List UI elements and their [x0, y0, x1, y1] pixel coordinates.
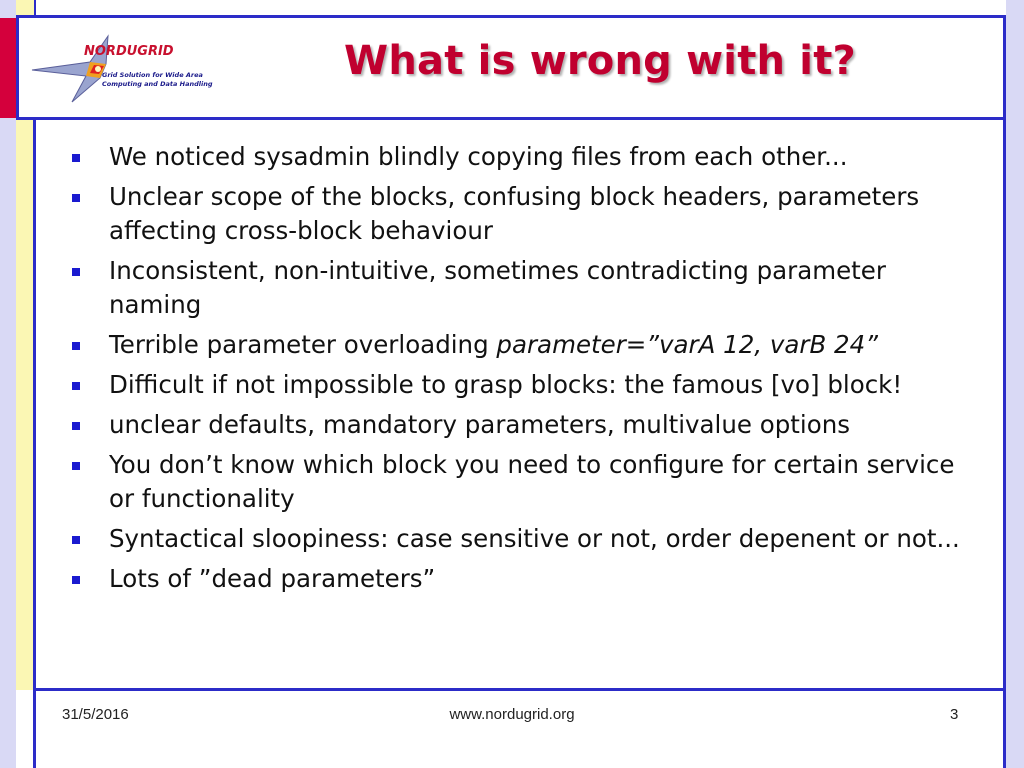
bullet-square-icon — [72, 576, 80, 584]
frame-right-lavender-bar — [1006, 0, 1024, 768]
bullet-square-icon — [72, 154, 80, 162]
bullet-text: Difficult if not impossible to grasp blocks: the famous [vo] block! — [109, 370, 903, 399]
frame-left-lavender-middle — [0, 118, 16, 690]
bullet-text: Terrible parameter overloading — [109, 330, 497, 359]
bullet-text: We noticed sysadmin blindly copying files from each other... — [109, 142, 848, 171]
list-item — [72, 254, 977, 322]
footer-date: 31/5/2016 — [62, 706, 129, 723]
frame-left-red-bar — [0, 18, 16, 118]
bullet-italic-text: parameter=”varA 12, varB 24” — [496, 330, 878, 359]
frame-header-line — [16, 117, 1006, 120]
bullet-text: Inconsistent, non-intuitive, sometimes contradicting parameter naming — [109, 256, 886, 319]
list-item — [72, 522, 977, 556]
list-item — [72, 180, 977, 248]
frame-top-line — [16, 15, 1006, 18]
bullet-square-icon — [72, 268, 80, 276]
list-item — [72, 408, 977, 442]
bullet-square-icon — [72, 194, 80, 202]
footer-page-number: 3 — [950, 706, 959, 723]
frame-left-lavender-top — [0, 0, 16, 18]
frame-right-line — [1003, 15, 1006, 768]
list-item — [72, 562, 977, 596]
list-item — [72, 368, 977, 402]
bullet-square-icon — [72, 342, 80, 350]
logo-tagline — [102, 71, 212, 89]
bullet-text: Lots of ”dead parameters” — [109, 564, 436, 593]
logo-name: NORDUGRID — [84, 44, 174, 59]
logo-tagline-line-2: Computing and Data Handling — [102, 80, 213, 88]
bullet-text: You don’t know which block you need to configure for certain service or functionality — [109, 450, 955, 513]
frame-yellow-strip — [16, 118, 34, 690]
list-item — [72, 328, 977, 362]
bullet-square-icon — [72, 536, 80, 544]
bullet-square-icon — [72, 462, 80, 470]
bullet-list — [72, 140, 977, 602]
frame-header-left-line — [16, 15, 19, 120]
bullet-square-icon — [72, 382, 80, 390]
frame-top-divider — [34, 0, 36, 18]
bullet-square-icon — [72, 422, 80, 430]
bullet-text: unclear defaults, mandatory parameters, multivalue options — [109, 410, 850, 439]
frame-content-bottom-line — [34, 688, 1006, 691]
list-item — [72, 140, 977, 174]
list-item — [72, 448, 977, 516]
frame-left-lavender-bottom — [0, 690, 16, 768]
bullet-text: Syntactical sloopiness: case sensitive or not, order depenent or not... — [109, 524, 960, 553]
logo-tagline-line-1: Grid Solution for Wide Area — [102, 71, 203, 79]
frame-content-left-line — [33, 117, 36, 768]
footer-url: www.nordugrid.org — [449, 706, 575, 723]
bullet-text: Unclear scope of the blocks, confusing block headers, parameters affecting cross-block behaviour — [109, 182, 920, 245]
page-title: What is wrong with it? — [344, 38, 856, 84]
